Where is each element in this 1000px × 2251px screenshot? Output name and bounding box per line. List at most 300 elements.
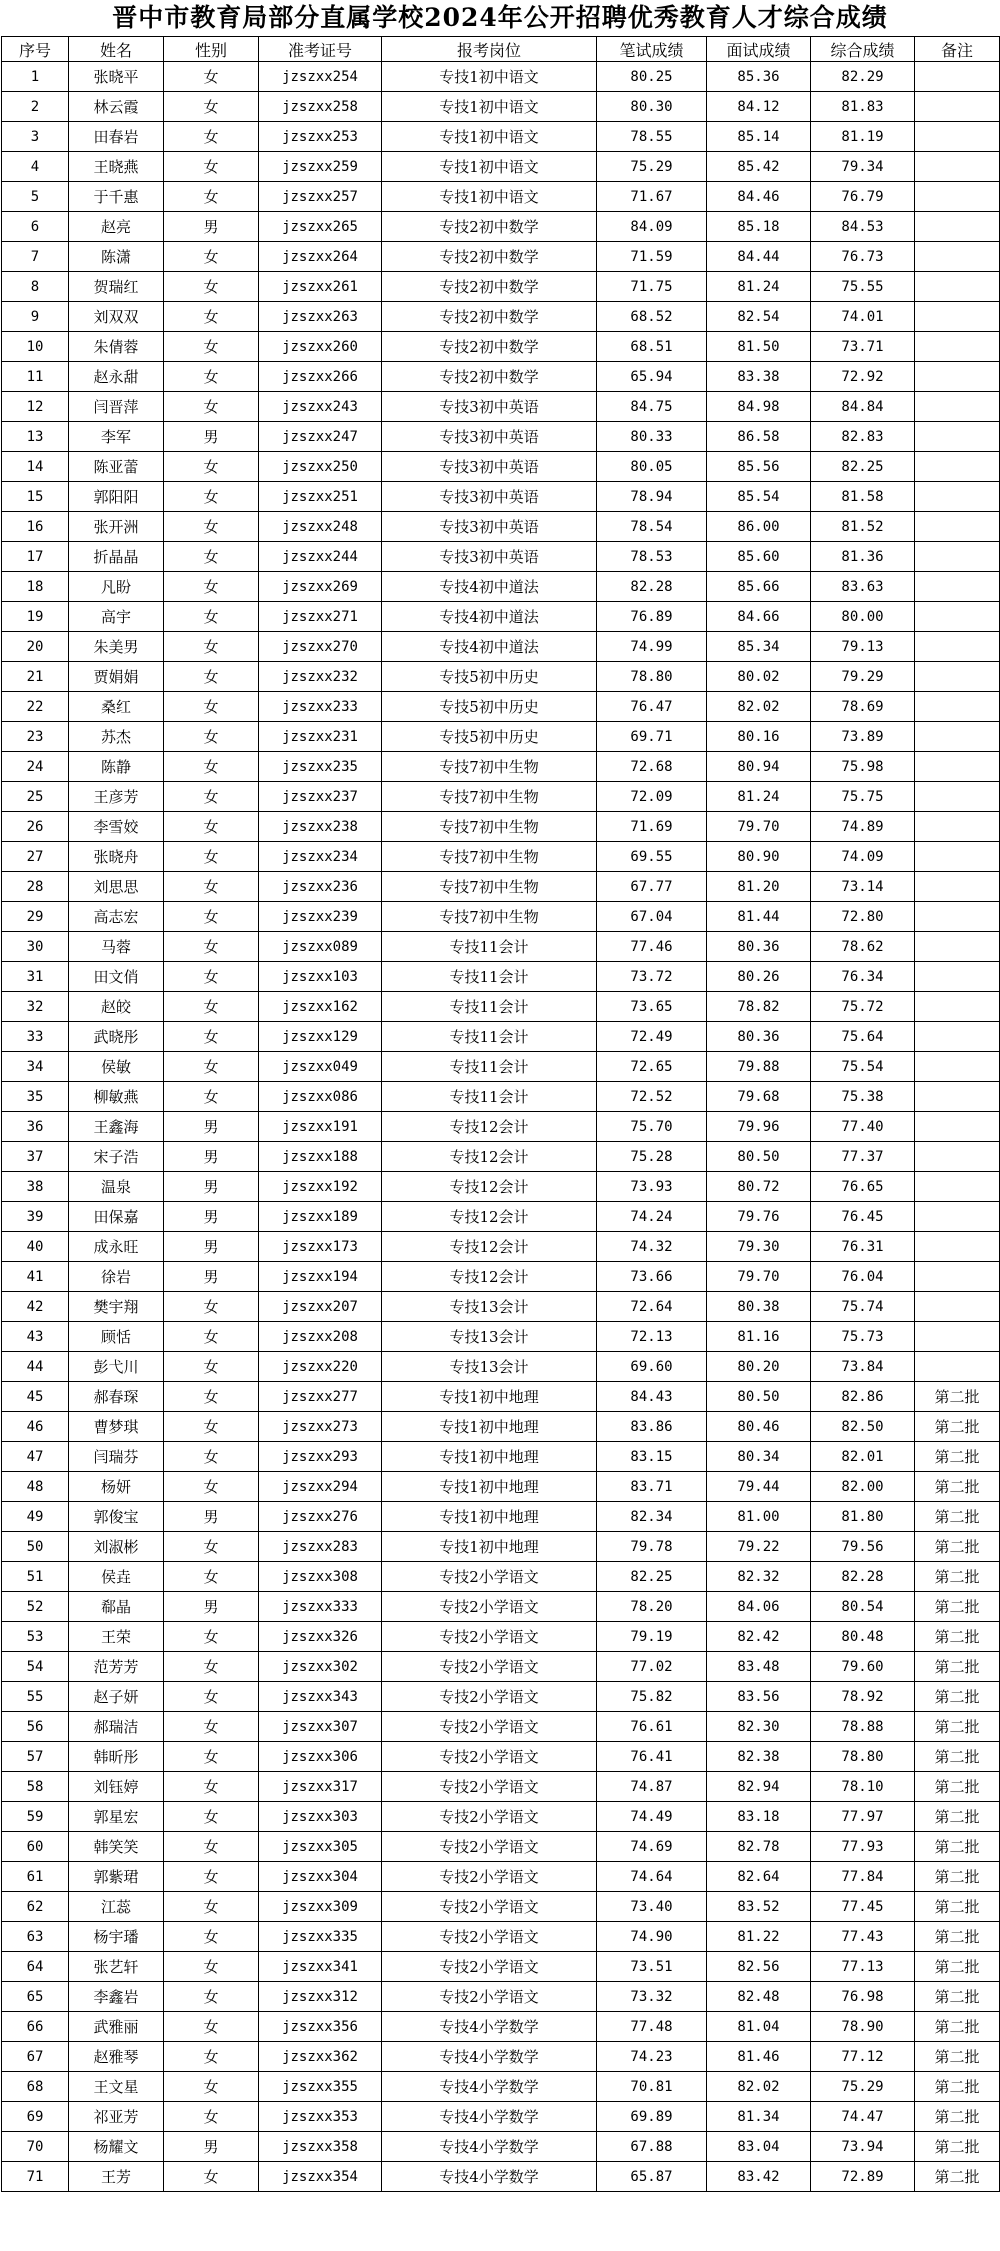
cell-written-score: 68.52 bbox=[597, 302, 707, 332]
table-row bbox=[2, 1502, 1000, 1532]
table-row bbox=[2, 692, 1000, 722]
cell-index: 24 bbox=[2, 752, 69, 782]
cell-interview-score: 84.12 bbox=[707, 92, 811, 122]
cell-total-score: 77.97 bbox=[811, 1802, 915, 1832]
table-row bbox=[2, 1532, 1000, 1562]
cell-position: 专技11会计 bbox=[382, 1022, 597, 1052]
cell-index: 16 bbox=[2, 512, 69, 542]
table-row bbox=[2, 1952, 1000, 1982]
table-row bbox=[2, 2012, 1000, 2042]
cell-remarks: 第二批 bbox=[915, 1922, 1000, 1952]
cell-remarks bbox=[915, 782, 1000, 812]
cell-remarks bbox=[915, 602, 1000, 632]
cell-position: 专技1初中地理 bbox=[382, 1502, 597, 1532]
cell-written-score: 84.09 bbox=[597, 212, 707, 242]
cell-exam-id: jzszxx244 bbox=[259, 542, 382, 572]
cell-interview-score: 82.02 bbox=[707, 692, 811, 722]
cell-remarks bbox=[915, 152, 1000, 182]
cell-name: 彭弋川 bbox=[69, 1352, 164, 1382]
cell-interview-score: 80.36 bbox=[707, 932, 811, 962]
cell-gender: 女 bbox=[164, 872, 259, 902]
cell-interview-score: 82.38 bbox=[707, 1742, 811, 1772]
cell-index: 18 bbox=[2, 572, 69, 602]
cell-position: 专技2初中数学 bbox=[382, 362, 597, 392]
cell-total-score: 74.01 bbox=[811, 302, 915, 332]
cell-total-score: 77.45 bbox=[811, 1892, 915, 1922]
cell-interview-score: 80.16 bbox=[707, 722, 811, 752]
cell-gender: 女 bbox=[164, 1472, 259, 1502]
cell-position: 专技2初中数学 bbox=[382, 302, 597, 332]
cell-total-score: 77.13 bbox=[811, 1952, 915, 1982]
cell-index: 40 bbox=[2, 1232, 69, 1262]
cell-gender: 女 bbox=[164, 2012, 259, 2042]
cell-gender: 女 bbox=[164, 632, 259, 662]
cell-remarks: 第二批 bbox=[915, 1502, 1000, 1532]
cell-gender: 女 bbox=[164, 1682, 259, 1712]
cell-name: 郭阳阳 bbox=[69, 482, 164, 512]
cell-name: 李雪姣 bbox=[69, 812, 164, 842]
cell-written-score: 80.33 bbox=[597, 422, 707, 452]
cell-index: 70 bbox=[2, 2132, 69, 2162]
cell-index: 38 bbox=[2, 1172, 69, 1202]
cell-gender: 女 bbox=[164, 962, 259, 992]
cell-written-score: 77.48 bbox=[597, 2012, 707, 2042]
header-written-score: 笔试成绩 bbox=[597, 37, 707, 62]
cell-index: 57 bbox=[2, 1742, 69, 1772]
cell-exam-id: jzszxx293 bbox=[259, 1442, 382, 1472]
cell-remarks bbox=[915, 1142, 1000, 1172]
cell-total-score: 77.84 bbox=[811, 1862, 915, 1892]
cell-remarks bbox=[915, 212, 1000, 242]
cell-index: 60 bbox=[2, 1832, 69, 1862]
cell-total-score: 81.19 bbox=[811, 122, 915, 152]
cell-index: 6 bbox=[2, 212, 69, 242]
cell-position: 专技4小学数学 bbox=[382, 2042, 597, 2072]
cell-interview-score: 81.34 bbox=[707, 2102, 811, 2132]
cell-position: 专技11会计 bbox=[382, 1082, 597, 1112]
cell-name: 刘双双 bbox=[69, 302, 164, 332]
cell-index: 55 bbox=[2, 1682, 69, 1712]
cell-exam-id: jzszxx103 bbox=[259, 962, 382, 992]
table-row bbox=[2, 2042, 1000, 2072]
cell-interview-score: 84.06 bbox=[707, 1592, 811, 1622]
cell-interview-score: 85.66 bbox=[707, 572, 811, 602]
cell-written-score: 75.28 bbox=[597, 1142, 707, 1172]
cell-index: 48 bbox=[2, 1472, 69, 1502]
cell-remarks bbox=[915, 752, 1000, 782]
cell-index: 51 bbox=[2, 1562, 69, 1592]
cell-exam-id: jzszxx263 bbox=[259, 302, 382, 332]
table-row bbox=[2, 1472, 1000, 1502]
cell-index: 17 bbox=[2, 542, 69, 572]
cell-index: 23 bbox=[2, 722, 69, 752]
cell-remarks: 第二批 bbox=[915, 1562, 1000, 1592]
cell-exam-id: jzszxx235 bbox=[259, 752, 382, 782]
cell-position: 专技2小学语文 bbox=[382, 1892, 597, 1922]
cell-remarks bbox=[915, 722, 1000, 752]
cell-remarks: 第二批 bbox=[915, 2072, 1000, 2102]
cell-gender: 女 bbox=[164, 1652, 259, 1682]
cell-interview-score: 81.00 bbox=[707, 1502, 811, 1532]
cell-name: 田春岩 bbox=[69, 122, 164, 152]
cell-gender: 女 bbox=[164, 782, 259, 812]
cell-gender: 女 bbox=[164, 1622, 259, 1652]
cell-index: 4 bbox=[2, 152, 69, 182]
cell-interview-score: 85.56 bbox=[707, 452, 811, 482]
cell-name: 李军 bbox=[69, 422, 164, 452]
cell-total-score: 75.73 bbox=[811, 1322, 915, 1352]
cell-position: 专技12会计 bbox=[382, 1232, 597, 1262]
cell-total-score: 75.55 bbox=[811, 272, 915, 302]
cell-exam-id: jzszxx173 bbox=[259, 1232, 382, 1262]
cell-index: 28 bbox=[2, 872, 69, 902]
cell-total-score: 77.37 bbox=[811, 1142, 915, 1172]
cell-name: 桑红 bbox=[69, 692, 164, 722]
cell-exam-id: jzszxx220 bbox=[259, 1352, 382, 1382]
cell-written-score: 72.68 bbox=[597, 752, 707, 782]
cell-remarks bbox=[915, 992, 1000, 1022]
cell-total-score: 78.62 bbox=[811, 932, 915, 962]
cell-written-score: 83.15 bbox=[597, 1442, 707, 1472]
cell-remarks bbox=[915, 512, 1000, 542]
table-row bbox=[2, 812, 1000, 842]
header-index: 序号 bbox=[2, 37, 69, 62]
cell-exam-id: jzszxx239 bbox=[259, 902, 382, 932]
cell-position: 专技2小学语文 bbox=[382, 1682, 597, 1712]
cell-index: 66 bbox=[2, 2012, 69, 2042]
cell-remarks: 第二批 bbox=[915, 1802, 1000, 1832]
cell-written-score: 74.32 bbox=[597, 1232, 707, 1262]
cell-remarks: 第二批 bbox=[915, 1652, 1000, 1682]
table-row bbox=[2, 1082, 1000, 1112]
cell-position: 专技1初中地理 bbox=[382, 1382, 597, 1412]
cell-total-score: 82.25 bbox=[811, 452, 915, 482]
cell-gender: 女 bbox=[164, 92, 259, 122]
cell-interview-score: 85.18 bbox=[707, 212, 811, 242]
cell-name: 张晓舟 bbox=[69, 842, 164, 872]
cell-gender: 女 bbox=[164, 842, 259, 872]
cell-total-score: 79.56 bbox=[811, 1532, 915, 1562]
cell-exam-id: jzszxx260 bbox=[259, 332, 382, 362]
cell-name: 闫瑞芬 bbox=[69, 1442, 164, 1472]
cell-interview-score: 83.38 bbox=[707, 362, 811, 392]
cell-exam-id: jzszxx086 bbox=[259, 1082, 382, 1112]
cell-total-score: 79.34 bbox=[811, 152, 915, 182]
cell-interview-score: 86.00 bbox=[707, 512, 811, 542]
cell-written-score: 75.70 bbox=[597, 1112, 707, 1142]
cell-remarks bbox=[915, 1022, 1000, 1052]
cell-position: 专技1初中语文 bbox=[382, 122, 597, 152]
cell-written-score: 76.89 bbox=[597, 602, 707, 632]
cell-written-score: 75.29 bbox=[597, 152, 707, 182]
cell-written-score: 77.46 bbox=[597, 932, 707, 962]
table-row bbox=[2, 722, 1000, 752]
cell-gender: 女 bbox=[164, 1922, 259, 1952]
cell-position: 专技4初中道法 bbox=[382, 572, 597, 602]
cell-interview-score: 79.88 bbox=[707, 1052, 811, 1082]
cell-remarks bbox=[915, 1292, 1000, 1322]
cell-interview-score: 82.94 bbox=[707, 1772, 811, 1802]
cell-total-score: 83.63 bbox=[811, 572, 915, 602]
cell-written-score: 78.54 bbox=[597, 512, 707, 542]
table-row bbox=[2, 572, 1000, 602]
cell-name: 郝春琛 bbox=[69, 1382, 164, 1412]
cell-position: 专技3初中英语 bbox=[382, 512, 597, 542]
cell-position: 专技2小学语文 bbox=[382, 1712, 597, 1742]
header-row bbox=[2, 37, 1000, 62]
cell-exam-id: jzszxx283 bbox=[259, 1532, 382, 1562]
cell-name: 陈静 bbox=[69, 752, 164, 782]
cell-total-score: 78.69 bbox=[811, 692, 915, 722]
cell-total-score: 81.80 bbox=[811, 1502, 915, 1532]
cell-index: 71 bbox=[2, 2162, 69, 2192]
cell-remarks bbox=[915, 872, 1000, 902]
cell-total-score: 78.80 bbox=[811, 1742, 915, 1772]
cell-interview-score: 80.90 bbox=[707, 842, 811, 872]
cell-index: 69 bbox=[2, 2102, 69, 2132]
cell-index: 2 bbox=[2, 92, 69, 122]
cell-remarks: 第二批 bbox=[915, 1952, 1000, 1982]
table-row bbox=[2, 62, 1000, 92]
cell-remarks bbox=[915, 1352, 1000, 1382]
cell-gender: 女 bbox=[164, 752, 259, 782]
cell-remarks: 第二批 bbox=[915, 1892, 1000, 1922]
cell-exam-id: jzszxx353 bbox=[259, 2102, 382, 2132]
cell-total-score: 78.92 bbox=[811, 1682, 915, 1712]
cell-total-score: 75.38 bbox=[811, 1082, 915, 1112]
cell-name: 凡盼 bbox=[69, 572, 164, 602]
cell-gender: 女 bbox=[164, 1712, 259, 1742]
cell-gender: 男 bbox=[164, 1592, 259, 1622]
cell-exam-id: jzszxx312 bbox=[259, 1982, 382, 2012]
cell-index: 7 bbox=[2, 242, 69, 272]
table-row bbox=[2, 1922, 1000, 1952]
cell-index: 13 bbox=[2, 422, 69, 452]
cell-gender: 女 bbox=[164, 1352, 259, 1382]
cell-gender: 男 bbox=[164, 212, 259, 242]
cell-name: 于千惠 bbox=[69, 182, 164, 212]
cell-exam-id: jzszxx192 bbox=[259, 1172, 382, 1202]
cell-name: 张晓平 bbox=[69, 62, 164, 92]
table-row bbox=[2, 1772, 1000, 1802]
cell-written-score: 82.34 bbox=[597, 1502, 707, 1532]
cell-gender: 女 bbox=[164, 1982, 259, 2012]
table-row bbox=[2, 122, 1000, 152]
table-row bbox=[2, 1292, 1000, 1322]
cell-name: 郭星宏 bbox=[69, 1802, 164, 1832]
table-row bbox=[2, 2162, 1000, 2192]
cell-remarks bbox=[915, 362, 1000, 392]
cell-name: 田保嘉 bbox=[69, 1202, 164, 1232]
cell-index: 43 bbox=[2, 1322, 69, 1352]
table-row bbox=[2, 1352, 1000, 1382]
cell-gender: 女 bbox=[164, 1052, 259, 1082]
cell-interview-score: 84.44 bbox=[707, 242, 811, 272]
cell-exam-id: jzszxx129 bbox=[259, 1022, 382, 1052]
cell-name: 侯敏 bbox=[69, 1052, 164, 1082]
cell-remarks bbox=[915, 302, 1000, 332]
cell-index: 21 bbox=[2, 662, 69, 692]
cell-exam-id: jzszxx237 bbox=[259, 782, 382, 812]
cell-index: 36 bbox=[2, 1112, 69, 1142]
table-row bbox=[2, 422, 1000, 452]
table-row bbox=[2, 2072, 1000, 2102]
cell-interview-score: 81.04 bbox=[707, 2012, 811, 2042]
cell-written-score: 74.24 bbox=[597, 1202, 707, 1232]
cell-gender: 女 bbox=[164, 62, 259, 92]
cell-name: 柳敏燕 bbox=[69, 1082, 164, 1112]
cell-name: 侯垚 bbox=[69, 1562, 164, 1592]
cell-interview-score: 85.60 bbox=[707, 542, 811, 572]
cell-name: 高志宏 bbox=[69, 902, 164, 932]
cell-index: 46 bbox=[2, 1412, 69, 1442]
cell-gender: 男 bbox=[164, 1262, 259, 1292]
cell-written-score: 72.52 bbox=[597, 1082, 707, 1112]
cell-interview-score: 83.52 bbox=[707, 1892, 811, 1922]
cell-position: 专技11会计 bbox=[382, 932, 597, 962]
cell-remarks bbox=[915, 1232, 1000, 1262]
cell-written-score: 72.13 bbox=[597, 1322, 707, 1352]
cell-exam-id: jzszxx356 bbox=[259, 2012, 382, 2042]
table-row bbox=[2, 962, 1000, 992]
table-row bbox=[2, 632, 1000, 662]
cell-interview-score: 85.34 bbox=[707, 632, 811, 662]
cell-position: 专技12会计 bbox=[382, 1262, 597, 1292]
cell-index: 3 bbox=[2, 122, 69, 152]
cell-name: 李鑫岩 bbox=[69, 1982, 164, 2012]
cell-position: 专技2初中数学 bbox=[382, 272, 597, 302]
cell-exam-id: jzszxx335 bbox=[259, 1922, 382, 1952]
cell-written-score: 69.55 bbox=[597, 842, 707, 872]
cell-total-score: 82.50 bbox=[811, 1412, 915, 1442]
cell-index: 31 bbox=[2, 962, 69, 992]
cell-total-score: 76.65 bbox=[811, 1172, 915, 1202]
cell-remarks: 第二批 bbox=[915, 1712, 1000, 1742]
cell-interview-score: 81.16 bbox=[707, 1322, 811, 1352]
cell-position: 专技7初中生物 bbox=[382, 902, 597, 932]
cell-interview-score: 85.42 bbox=[707, 152, 811, 182]
cell-position: 专技4初中道法 bbox=[382, 632, 597, 662]
cell-written-score: 82.25 bbox=[597, 1562, 707, 1592]
cell-name: 赵皎 bbox=[69, 992, 164, 1022]
cell-exam-id: jzszxx264 bbox=[259, 242, 382, 272]
cell-written-score: 72.49 bbox=[597, 1022, 707, 1052]
cell-interview-score: 84.98 bbox=[707, 392, 811, 422]
cell-name: 祁亚芳 bbox=[69, 2102, 164, 2132]
cell-total-score: 80.48 bbox=[811, 1622, 915, 1652]
cell-gender: 女 bbox=[164, 182, 259, 212]
cell-gender: 女 bbox=[164, 122, 259, 152]
cell-written-score: 65.87 bbox=[597, 2162, 707, 2192]
cell-gender: 男 bbox=[164, 1502, 259, 1532]
cell-gender: 女 bbox=[164, 1802, 259, 1832]
cell-position: 专技13会计 bbox=[382, 1352, 597, 1382]
cell-index: 25 bbox=[2, 782, 69, 812]
cell-interview-score: 80.02 bbox=[707, 662, 811, 692]
cell-index: 47 bbox=[2, 1442, 69, 1472]
cell-total-score: 82.83 bbox=[811, 422, 915, 452]
cell-gender: 女 bbox=[164, 2102, 259, 2132]
table-row bbox=[2, 1262, 1000, 1292]
cell-position: 专技7初中生物 bbox=[382, 752, 597, 782]
cell-total-score: 74.89 bbox=[811, 812, 915, 842]
cell-exam-id: jzszxx089 bbox=[259, 932, 382, 962]
cell-gender: 女 bbox=[164, 722, 259, 752]
table-row bbox=[2, 1202, 1000, 1232]
cell-total-score: 81.83 bbox=[811, 92, 915, 122]
cell-interview-score: 80.38 bbox=[707, 1292, 811, 1322]
cell-remarks bbox=[915, 62, 1000, 92]
cell-name: 徐岩 bbox=[69, 1262, 164, 1292]
cell-position: 专技2小学语文 bbox=[382, 1862, 597, 1892]
cell-remarks: 第二批 bbox=[915, 1442, 1000, 1472]
cell-exam-id: jzszxx231 bbox=[259, 722, 382, 752]
cell-written-score: 71.67 bbox=[597, 182, 707, 212]
cell-exam-id: jzszxx362 bbox=[259, 2042, 382, 2072]
cell-interview-score: 82.54 bbox=[707, 302, 811, 332]
cell-position: 专技12会计 bbox=[382, 1142, 597, 1172]
cell-written-score: 78.20 bbox=[597, 1592, 707, 1622]
cell-total-score: 75.74 bbox=[811, 1292, 915, 1322]
cell-position: 专技2小学语文 bbox=[382, 1562, 597, 1592]
cell-remarks bbox=[915, 812, 1000, 842]
cell-total-score: 76.31 bbox=[811, 1232, 915, 1262]
cell-name: 赵永甜 bbox=[69, 362, 164, 392]
table-row bbox=[2, 902, 1000, 932]
cell-gender: 女 bbox=[164, 932, 259, 962]
cell-exam-id: jzszxx259 bbox=[259, 152, 382, 182]
cell-remarks bbox=[915, 332, 1000, 362]
cell-index: 64 bbox=[2, 1952, 69, 1982]
table-row bbox=[2, 1322, 1000, 1352]
table-row bbox=[2, 1172, 1000, 1202]
cell-index: 61 bbox=[2, 1862, 69, 1892]
cell-position: 专技2小学语文 bbox=[382, 1952, 597, 1982]
table-row bbox=[2, 92, 1000, 122]
cell-remarks: 第二批 bbox=[915, 2102, 1000, 2132]
cell-position: 专技12会计 bbox=[382, 1202, 597, 1232]
cell-position: 专技2小学语文 bbox=[382, 1622, 597, 1652]
table-row bbox=[2, 302, 1000, 332]
cell-written-score: 69.60 bbox=[597, 1352, 707, 1382]
cell-name: 樊宇翔 bbox=[69, 1292, 164, 1322]
cell-written-score: 73.66 bbox=[597, 1262, 707, 1292]
cell-exam-id: jzszxx233 bbox=[259, 692, 382, 722]
cell-total-score: 75.54 bbox=[811, 1052, 915, 1082]
cell-name: 林云霞 bbox=[69, 92, 164, 122]
cell-exam-id: jzszxx254 bbox=[259, 62, 382, 92]
cell-position: 专技3初中英语 bbox=[382, 392, 597, 422]
cell-gender: 女 bbox=[164, 392, 259, 422]
cell-name: 韩昕彤 bbox=[69, 1742, 164, 1772]
cell-position: 专技4小学数学 bbox=[382, 2012, 597, 2042]
cell-written-score: 83.86 bbox=[597, 1412, 707, 1442]
cell-interview-score: 80.72 bbox=[707, 1172, 811, 1202]
cell-interview-score: 80.50 bbox=[707, 1142, 811, 1172]
table-row bbox=[2, 1442, 1000, 1472]
cell-position: 专技2小学语文 bbox=[382, 1592, 597, 1622]
table-row bbox=[2, 1982, 1000, 2012]
cell-index: 26 bbox=[2, 812, 69, 842]
cell-name: 陈潇 bbox=[69, 242, 164, 272]
cell-gender: 女 bbox=[164, 572, 259, 602]
cell-written-score: 71.59 bbox=[597, 242, 707, 272]
cell-position: 专技1初中语文 bbox=[382, 92, 597, 122]
header-position: 报考岗位 bbox=[382, 37, 597, 62]
cell-name: 郭紫珺 bbox=[69, 1862, 164, 1892]
cell-position: 专技3初中英语 bbox=[382, 452, 597, 482]
table-row bbox=[2, 1592, 1000, 1622]
